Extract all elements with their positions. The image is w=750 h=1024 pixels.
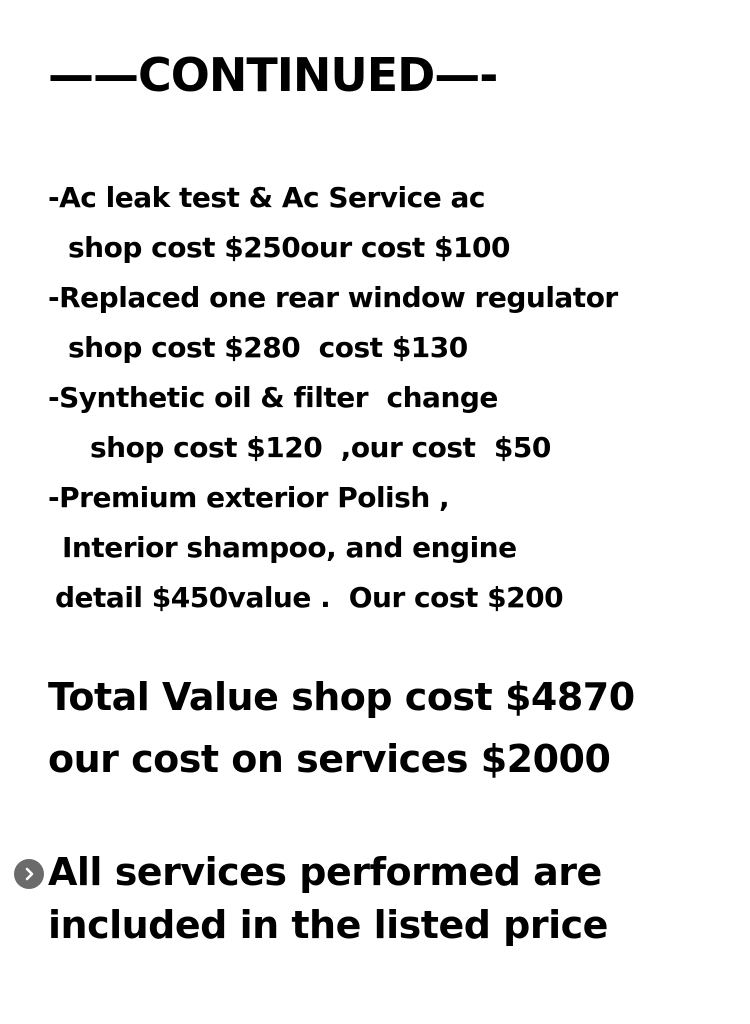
service-detail-line-2: detail $450value . Our cost $200 <box>55 581 564 614</box>
total-our-cost: our cost on services $2000 <box>48 737 611 781</box>
service-regulator-detail: shop cost $280 cost $130 <box>68 331 468 364</box>
total-shop-cost: Total Value shop cost $4870 <box>48 675 635 719</box>
service-ac-title: -Ac leak test & Ac Service ac <box>48 181 485 214</box>
service-regulator-title: -Replaced one rear window regulator <box>48 281 618 314</box>
service-detail-line-1: Interior shampoo, and engine <box>62 531 517 564</box>
service-ac-detail: shop cost $250our cost $100 <box>68 231 510 264</box>
note-line-1: All services performed are <box>48 850 602 894</box>
service-oil-title: -Synthetic oil & filter change <box>48 381 498 414</box>
note-line-2: included in the listed price <box>48 903 608 947</box>
service-oil-detail: shop cost $120 ,our cost $50 <box>90 431 551 464</box>
chevron-right-circle-icon[interactable] <box>14 859 44 889</box>
service-detail-title: -Premium exterior Polish , <box>48 481 450 514</box>
page-title: ——CONTINUED—- <box>48 48 498 102</box>
